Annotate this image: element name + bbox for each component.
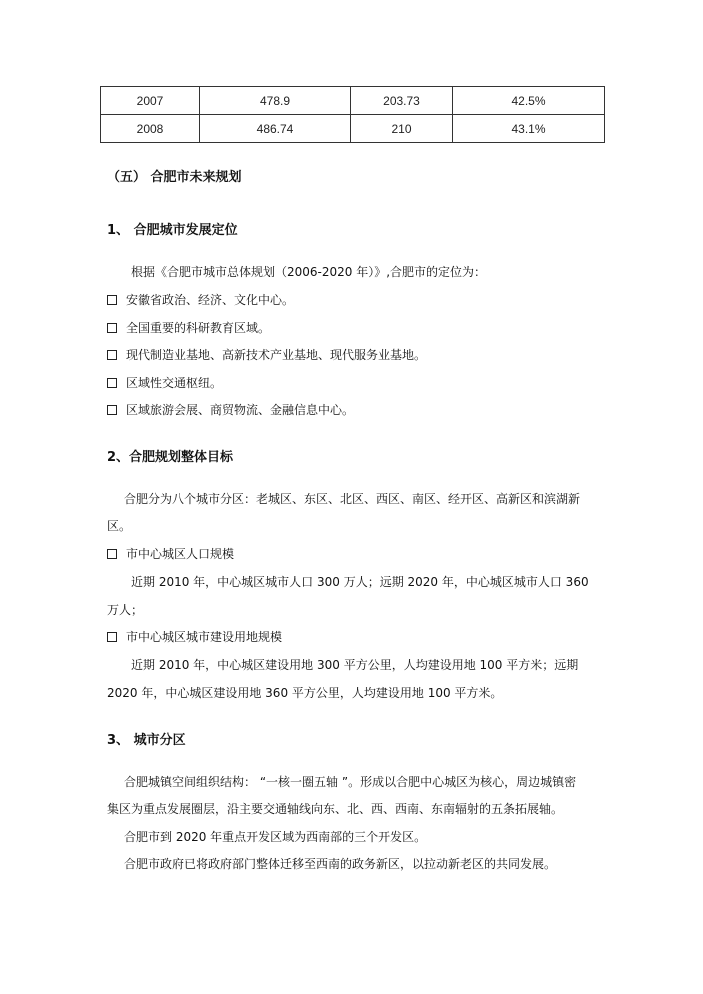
list-item: 区域旅游会展、商贸物流、金融信息中心。 <box>107 401 354 418</box>
land-use-line2: 2020 年，中心城区建设用地 360 平方公里，人均建设用地 100 平方米。 <box>107 686 503 700</box>
section-3-p3: 合肥市政府已将政府部门整体迁移至西南的政务新区，以拉动新老区的共同发展。 <box>124 857 557 871</box>
table-cell: 2007 <box>101 87 200 115</box>
checkbox-bullet-icon <box>107 632 117 642</box>
checkbox-bullet-icon <box>107 350 117 360</box>
section-1-heading: 1、 合肥城市发展定位 <box>107 223 238 238</box>
checkbox-bullet-icon <box>107 295 117 305</box>
table-cell: 210 <box>351 115 453 143</box>
list-item: 全国重要的科研教育区域。 <box>107 319 270 336</box>
land-use-line1: 近期 2010 年，中心城区建设用地 300 平方公里，人均建设用地 100 平方米；远期 <box>131 658 579 672</box>
table-row <box>101 87 605 115</box>
list-item: 市中心城区城市建设用地规模 <box>107 628 282 645</box>
table-cell: 203.73 <box>351 87 453 115</box>
population-line1: 近期 2010 年，中心城区城市人口 300 万人；远期 2020 年，中心城区城市人口 360 <box>131 575 589 589</box>
table-cell: 486.74 <box>200 115 351 143</box>
table-cell: 2008 <box>101 115 200 143</box>
table-row <box>101 115 605 143</box>
checkbox-bullet-icon <box>107 549 117 559</box>
section-3-heading: 3、 城市分区 <box>107 733 186 748</box>
checkbox-bullet-icon <box>107 378 117 388</box>
section-2-intro-line1: 合肥分为八个城市分区：老城区、东区、北区、西区、南区、经开区、高新区和滨湖新 <box>124 492 581 506</box>
section-2-heading: 2、合肥规划整体目标 <box>107 450 234 465</box>
section-5-heading: （五） 合肥市未来规划 <box>107 170 242 185</box>
data-table <box>100 86 605 143</box>
list-item: 区域性交通枢纽。 <box>107 374 222 391</box>
section-3-p1-line2: 集区为重点发展圈层，沿主要交通轴线向东、北、西、西南、东南辐射的五条拓展轴。 <box>107 802 564 816</box>
list-item: 现代制造业基地、高新技术产业基地、现代服务业基地。 <box>107 346 426 363</box>
checkbox-bullet-icon <box>107 323 117 333</box>
section-3-p1-line1: 合肥城镇空间组织结构： “一核一圈五轴 ”。形成以合肥中心城区为核心，周边城镇密 <box>124 775 577 789</box>
table-cell: 42.5% <box>453 87 605 115</box>
list-item: 市中心城区人口规模 <box>107 545 234 562</box>
section-3-p2: 合肥市到 2020 年重点开发区域为西南部的三个开发区。 <box>124 830 427 844</box>
table-cell: 43.1% <box>453 115 605 143</box>
section-2-intro-line2: 区。 <box>107 519 132 533</box>
checkbox-bullet-icon <box>107 405 117 415</box>
list-item: 安徽省政治、经济、文化中心。 <box>107 291 294 308</box>
table-cell: 478.9 <box>200 87 351 115</box>
section-1-intro: 根据《合肥市城市总体规划（2006-2020 年）》,合肥市的定位为： <box>131 265 487 279</box>
population-line2: 万人； <box>107 603 144 617</box>
